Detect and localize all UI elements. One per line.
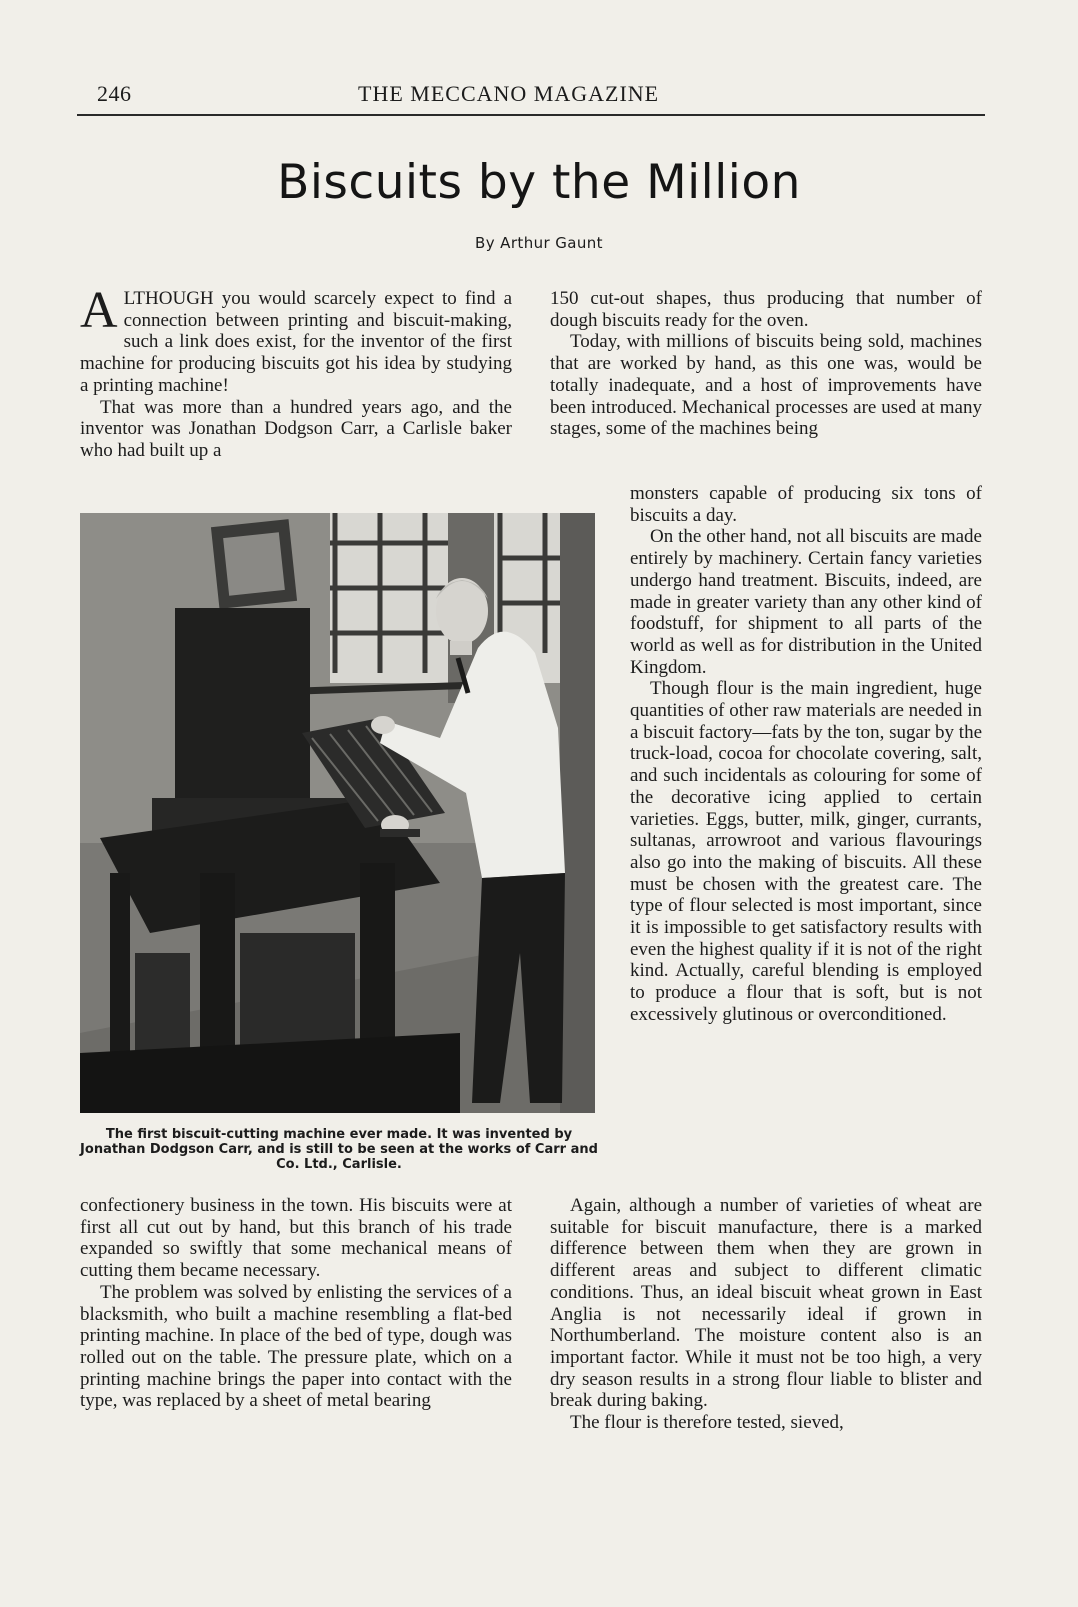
- paragraph: On the other hand, not all biscuits are made entirely by machinery. Certain fancy varieties undergo hand treatment. Biscuits, indeed, are made in greater variety than any other kind of foodstuff, for shipment to all parts of the world as well as for distribution in the United Kingdom.: [630, 526, 982, 678]
- opening-paragraph: [80, 282, 512, 397]
- left-column-top: [80, 282, 512, 462]
- drop-cap: A: [80, 282, 118, 339]
- page-number: 246: [97, 81, 132, 106]
- right-column-bottom: [550, 1195, 982, 1434]
- opening-text: LTHOUGH you would scarcely expect to find a connection between printing and biscuit-making, such a link does exist, for the inventor of the first machine for producing biscuits got his idea by studying a printing machine!: [80, 288, 512, 396]
- running-head: THE MECCANO MAGAZINE: [358, 81, 660, 106]
- right-column-top: [550, 288, 982, 440]
- photo-caption: The first biscuit-cutting machine ever made. It was invented by Jonathan Dodgson Carr, and is still to be seen at the works of Carr and Co. Ltd., Carlisle.: [80, 1127, 598, 1172]
- right-column-beside-photo: [630, 483, 982, 1026]
- paragraph: 150 cut-out shapes, thus producing that number of dough biscuits ready for the oven.: [550, 288, 982, 331]
- paragraph: The problem was solved by enlisting the services of a blacksmith, who built a machine resembling a flat-bed printing machine. In place of the bed of type, dough was rolled out on the table. The pressure plate, which on a printing machine brings the paper into contact with the type, was replaced by a sheet of metal bearing: [80, 1281, 512, 1412]
- paragraph: The flour is therefore tested, sieved,: [570, 1412, 844, 1434]
- paragraph: Again, although a number of varieties of wheat are suitable for biscuit manufacture, there is a marked difference between them when they are grown in different areas and subject to different climatic conditions. Thus, an ideal biscuit wheat grown in East Anglia is not necessarily ideal if grown in Northumberland. The moisture content also is an important factor. While it must not be too high, a very dry season results in a strong flour liable to blister and break during baking.: [550, 1195, 982, 1412]
- article-title: Biscuits by the Million: [277, 155, 801, 210]
- photo-illustration: [80, 513, 595, 1113]
- left-column-bottom: [80, 1195, 512, 1412]
- paragraph: That was more than a hundred years ago, and the inventor was Jonathan Dodgson Carr, a Carlisle baker who had built up a: [80, 396, 512, 461]
- paragraph: Though flour is the main ingredient, huge quantities of other raw materials are needed in a biscuit factory—fats by the ton, sugar by the truck-load, cocoa for chocolate covering, salt, and such incidentals as colouring for some of the decorative icing applied to certain varieties. Eggs, butter, milk, ginger, currants, sultanas, arrowroot and various flavourings also go into the making of biscuits. All these must be chosen with the greatest care. The type of flour selected is most important, since it is impossible to get satisfactory results with even the highest quality if it is not of the right kind. Actually, careful blending is employed to produce a flour that is soft, but is not excessively glutinous or overconditioned.: [630, 678, 982, 1025]
- photo-biscuit-cutting-machine: [80, 513, 595, 1113]
- paragraph: Today, with millions of biscuits being sold, machines that are worked by hand, as this one was, would be totally inadequate, and a host of improvements have been introduced. Mechanical processes are used at many stages, some of the machines being: [550, 331, 982, 440]
- header-rule: [77, 114, 985, 116]
- paragraph: monsters capable of producing six tons of biscuits a day.: [630, 483, 982, 526]
- byline: By Arthur Gaunt: [475, 234, 603, 252]
- paragraph: confectionery business in the town. His biscuits were at first all cut out by hand, but this branch of his trade expanded so swiftly that some mechanical means of cutting them became necessary.: [80, 1195, 512, 1282]
